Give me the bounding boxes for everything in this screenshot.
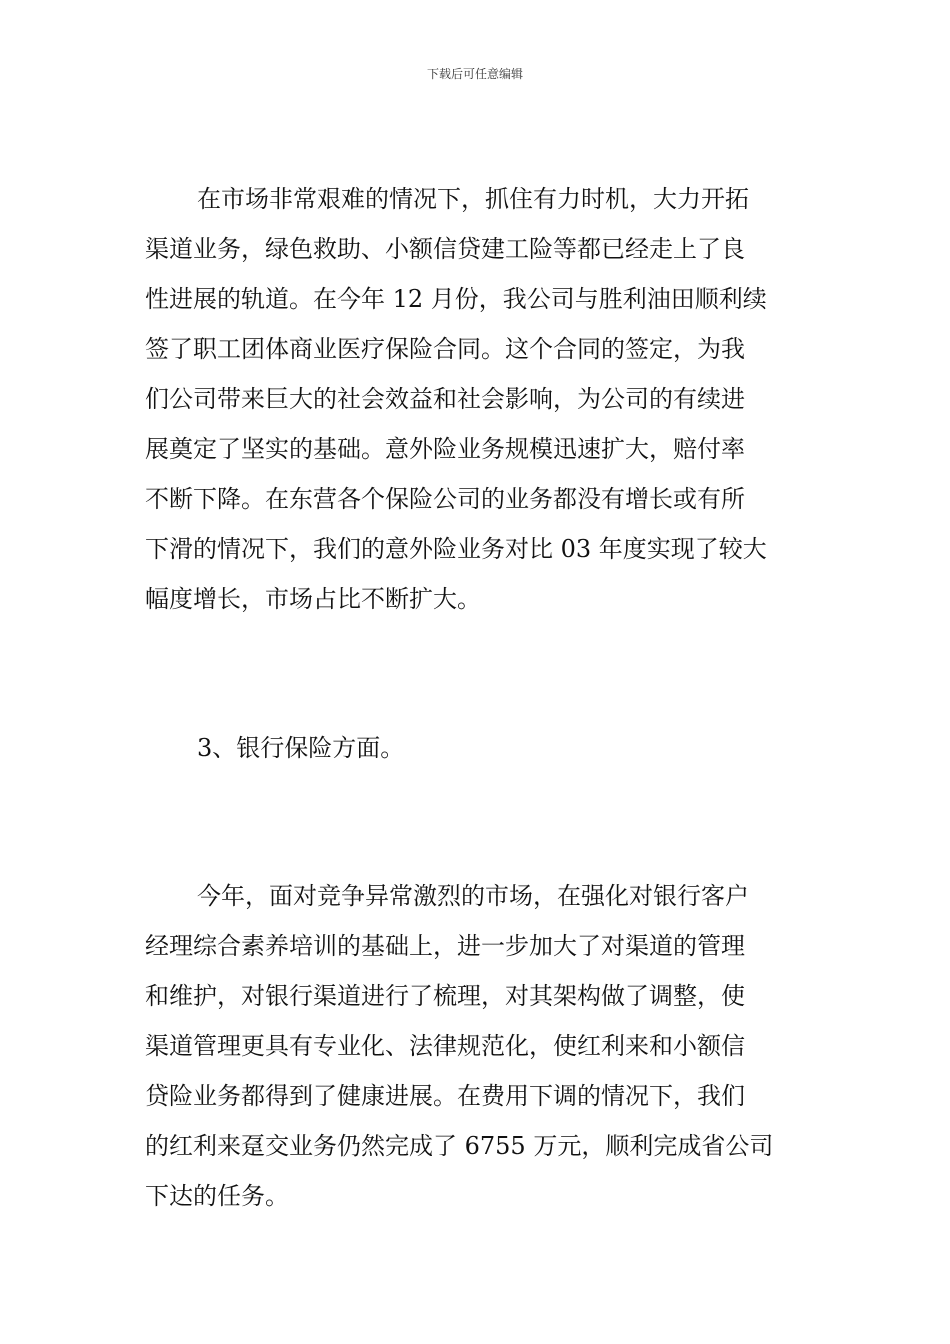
paragraph-line: 下达的任务。 [145, 1182, 289, 1210]
paragraph-bank-insurance [145, 871, 805, 1221]
paragraph-line: 贷险业务都得到了健康进展。在费用下调的情况下，我们 [145, 1082, 745, 1110]
paragraph-line: 渠道管理更具有专业化、法律规范化，使红利来和小额信 [145, 1032, 745, 1060]
paragraph-line: 展奠定了坚实的基础。意外险业务规模迅速扩大，赔付率 [145, 435, 745, 463]
paragraph-line: 签了职工团体商业医疗保险合同。这个合同的签定，为我 [145, 335, 745, 363]
section-heading-bank-insurance [145, 723, 805, 773]
paragraph-line: 性进展的轨道。在今年 12 月份，我公司与胜利油田顺利续 [145, 285, 767, 313]
paragraph-line: 和维护，对银行渠道进行了梳理，对其架构做了调整，使 [145, 982, 745, 1010]
paragraph-line: 下滑的情况下，我们的意外险业务对比 03 年度实现了较大 [145, 535, 767, 563]
paragraph-line: 幅度增长，市场占比不断扩大。 [145, 585, 481, 613]
paragraph-line: 经理综合素养培训的基础上，进一步加大了对渠道的管理 [145, 932, 745, 960]
paragraph-line: 们公司带来巨大的社会效益和社会影响，为公司的有续进 [145, 385, 745, 413]
paragraph-line: 在市场非常艰难的情况下，抓住有力时机，大力开拓 [197, 185, 749, 213]
paragraph-channel-business [145, 174, 805, 624]
paragraph-line: 今年，面对竞争异常激烈的市场，在强化对银行客户 [197, 882, 749, 910]
paragraph-line: 的红利来趸交业务仍然完成了 6755 万元，顺利完成省公司 [145, 1132, 774, 1160]
paragraph-line: 渠道业务，绿色救助、小额信贷建工险等都已经走上了良 [145, 235, 745, 263]
paragraph-line: 不断下降。在东营各个保险公司的业务都没有增长或有所 [145, 485, 745, 513]
page-header: 下载后可任意编辑 [426, 67, 523, 81]
section-heading-text: 3、银行保险方面。 [197, 734, 405, 762]
